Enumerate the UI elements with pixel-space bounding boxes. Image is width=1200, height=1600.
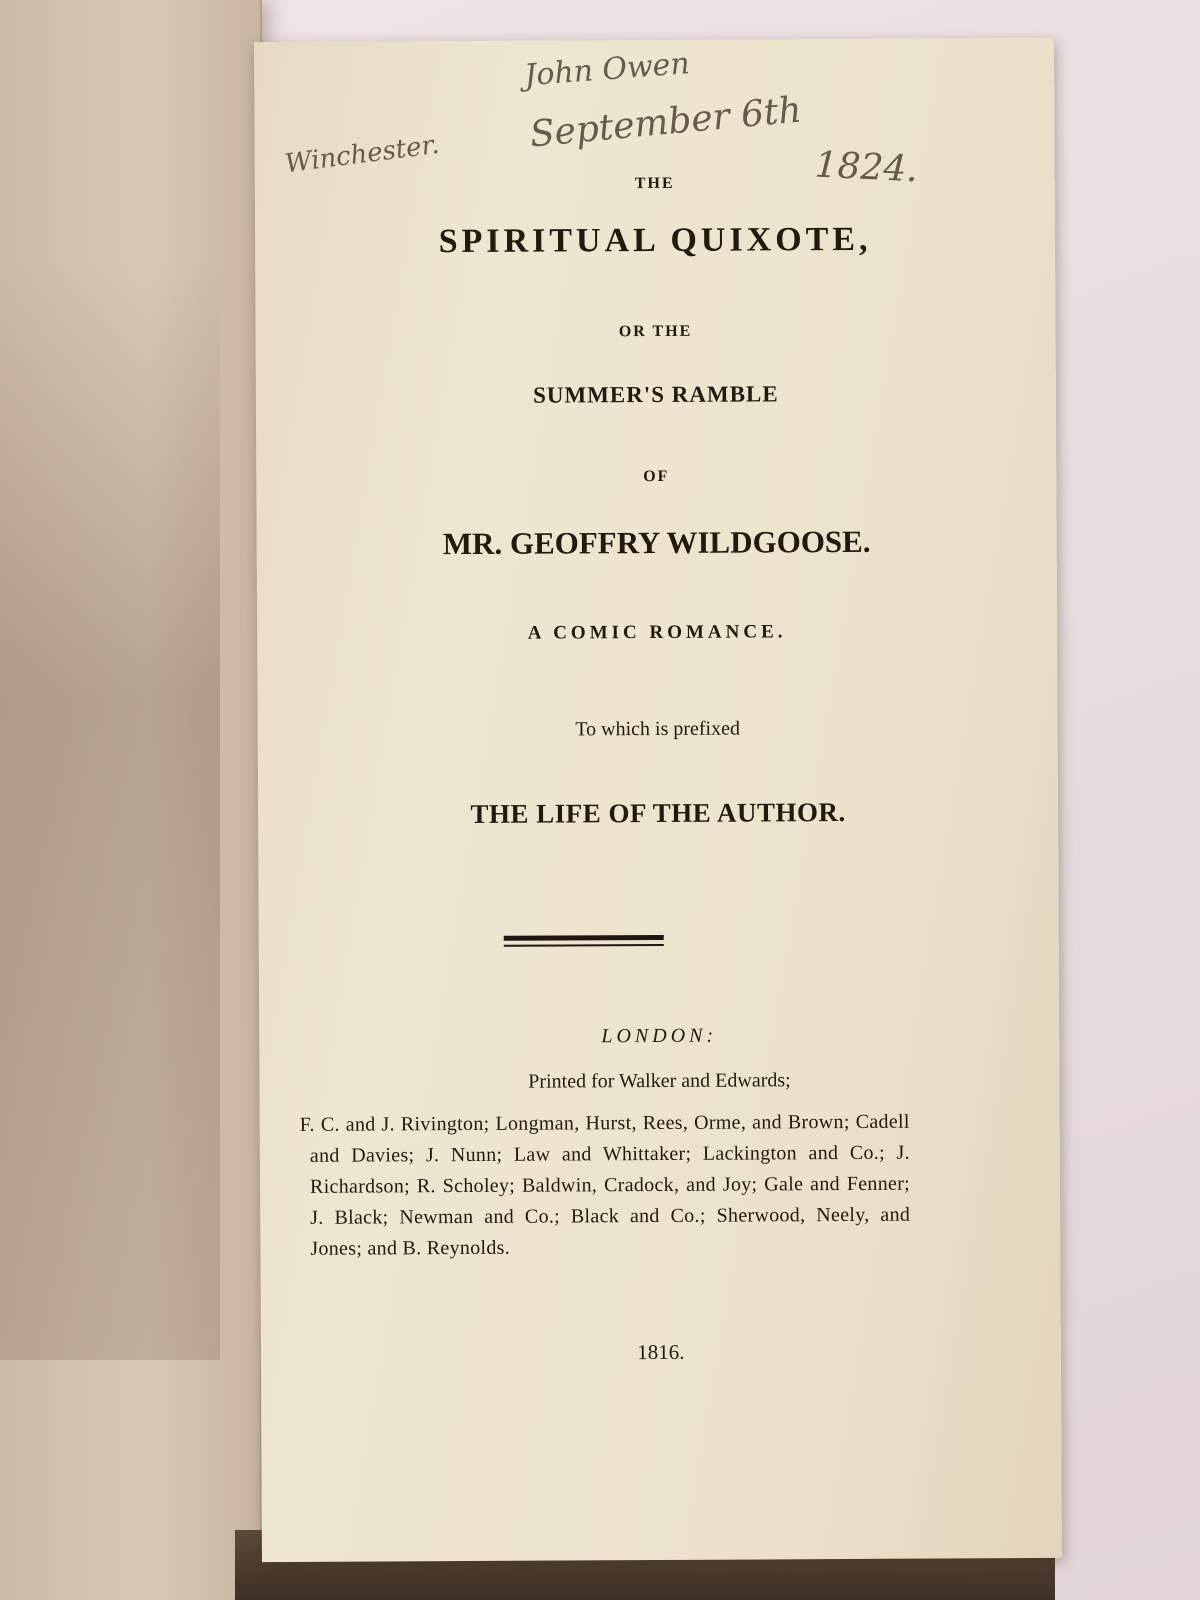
book-subtitle: SUMMER'S RAMBLE [532,381,779,408]
imprint-publishers: F. C. and J. Rivington; Longman, Hurst, Rees, Orme, and Brown; Cadell and Davies; J. Nunn; Law and Whittaker; Lackington and Co.; J. Richardson; R. Scholey; Baldwin, Cradock, and Joy; Gale and Fenner; J. Black; Newman and Co.; Black and Co.; Sherwood, Neely, and Jones; and B. Reynolds. [299,1110,911,1260]
inscription-date: September 6th [528,89,804,156]
title-article: THE [634,174,675,193]
imprint-city: LONDON: [601,1024,718,1048]
imprint-printed-for: Printed for Walker and Edwards; [528,1069,791,1093]
inscription-name: John Owen [523,46,691,94]
double-rule-divider [504,935,664,947]
title-connector: OR THE [618,322,693,341]
facing-page [0,0,262,1600]
book-title: SPIRITUAL QUIXOTE, [438,220,872,261]
author-life-line: THE LIFE OF THE AUTHOR. [470,797,846,829]
title-page [254,38,1062,1562]
genre-line: A COMIC ROMANCE. [527,621,787,644]
inscription-year: 1824. [813,144,919,191]
page-shadow [0,260,220,1360]
prefix-line: To which is prefixed [575,717,741,741]
imprint-year: 1816. [637,1339,685,1365]
subtitle-connector: OF [643,467,670,486]
inscription-place: Winchester. [283,129,441,180]
protagonist-name: MR. GEOFFRY WILDGOOSE. [442,523,871,562]
